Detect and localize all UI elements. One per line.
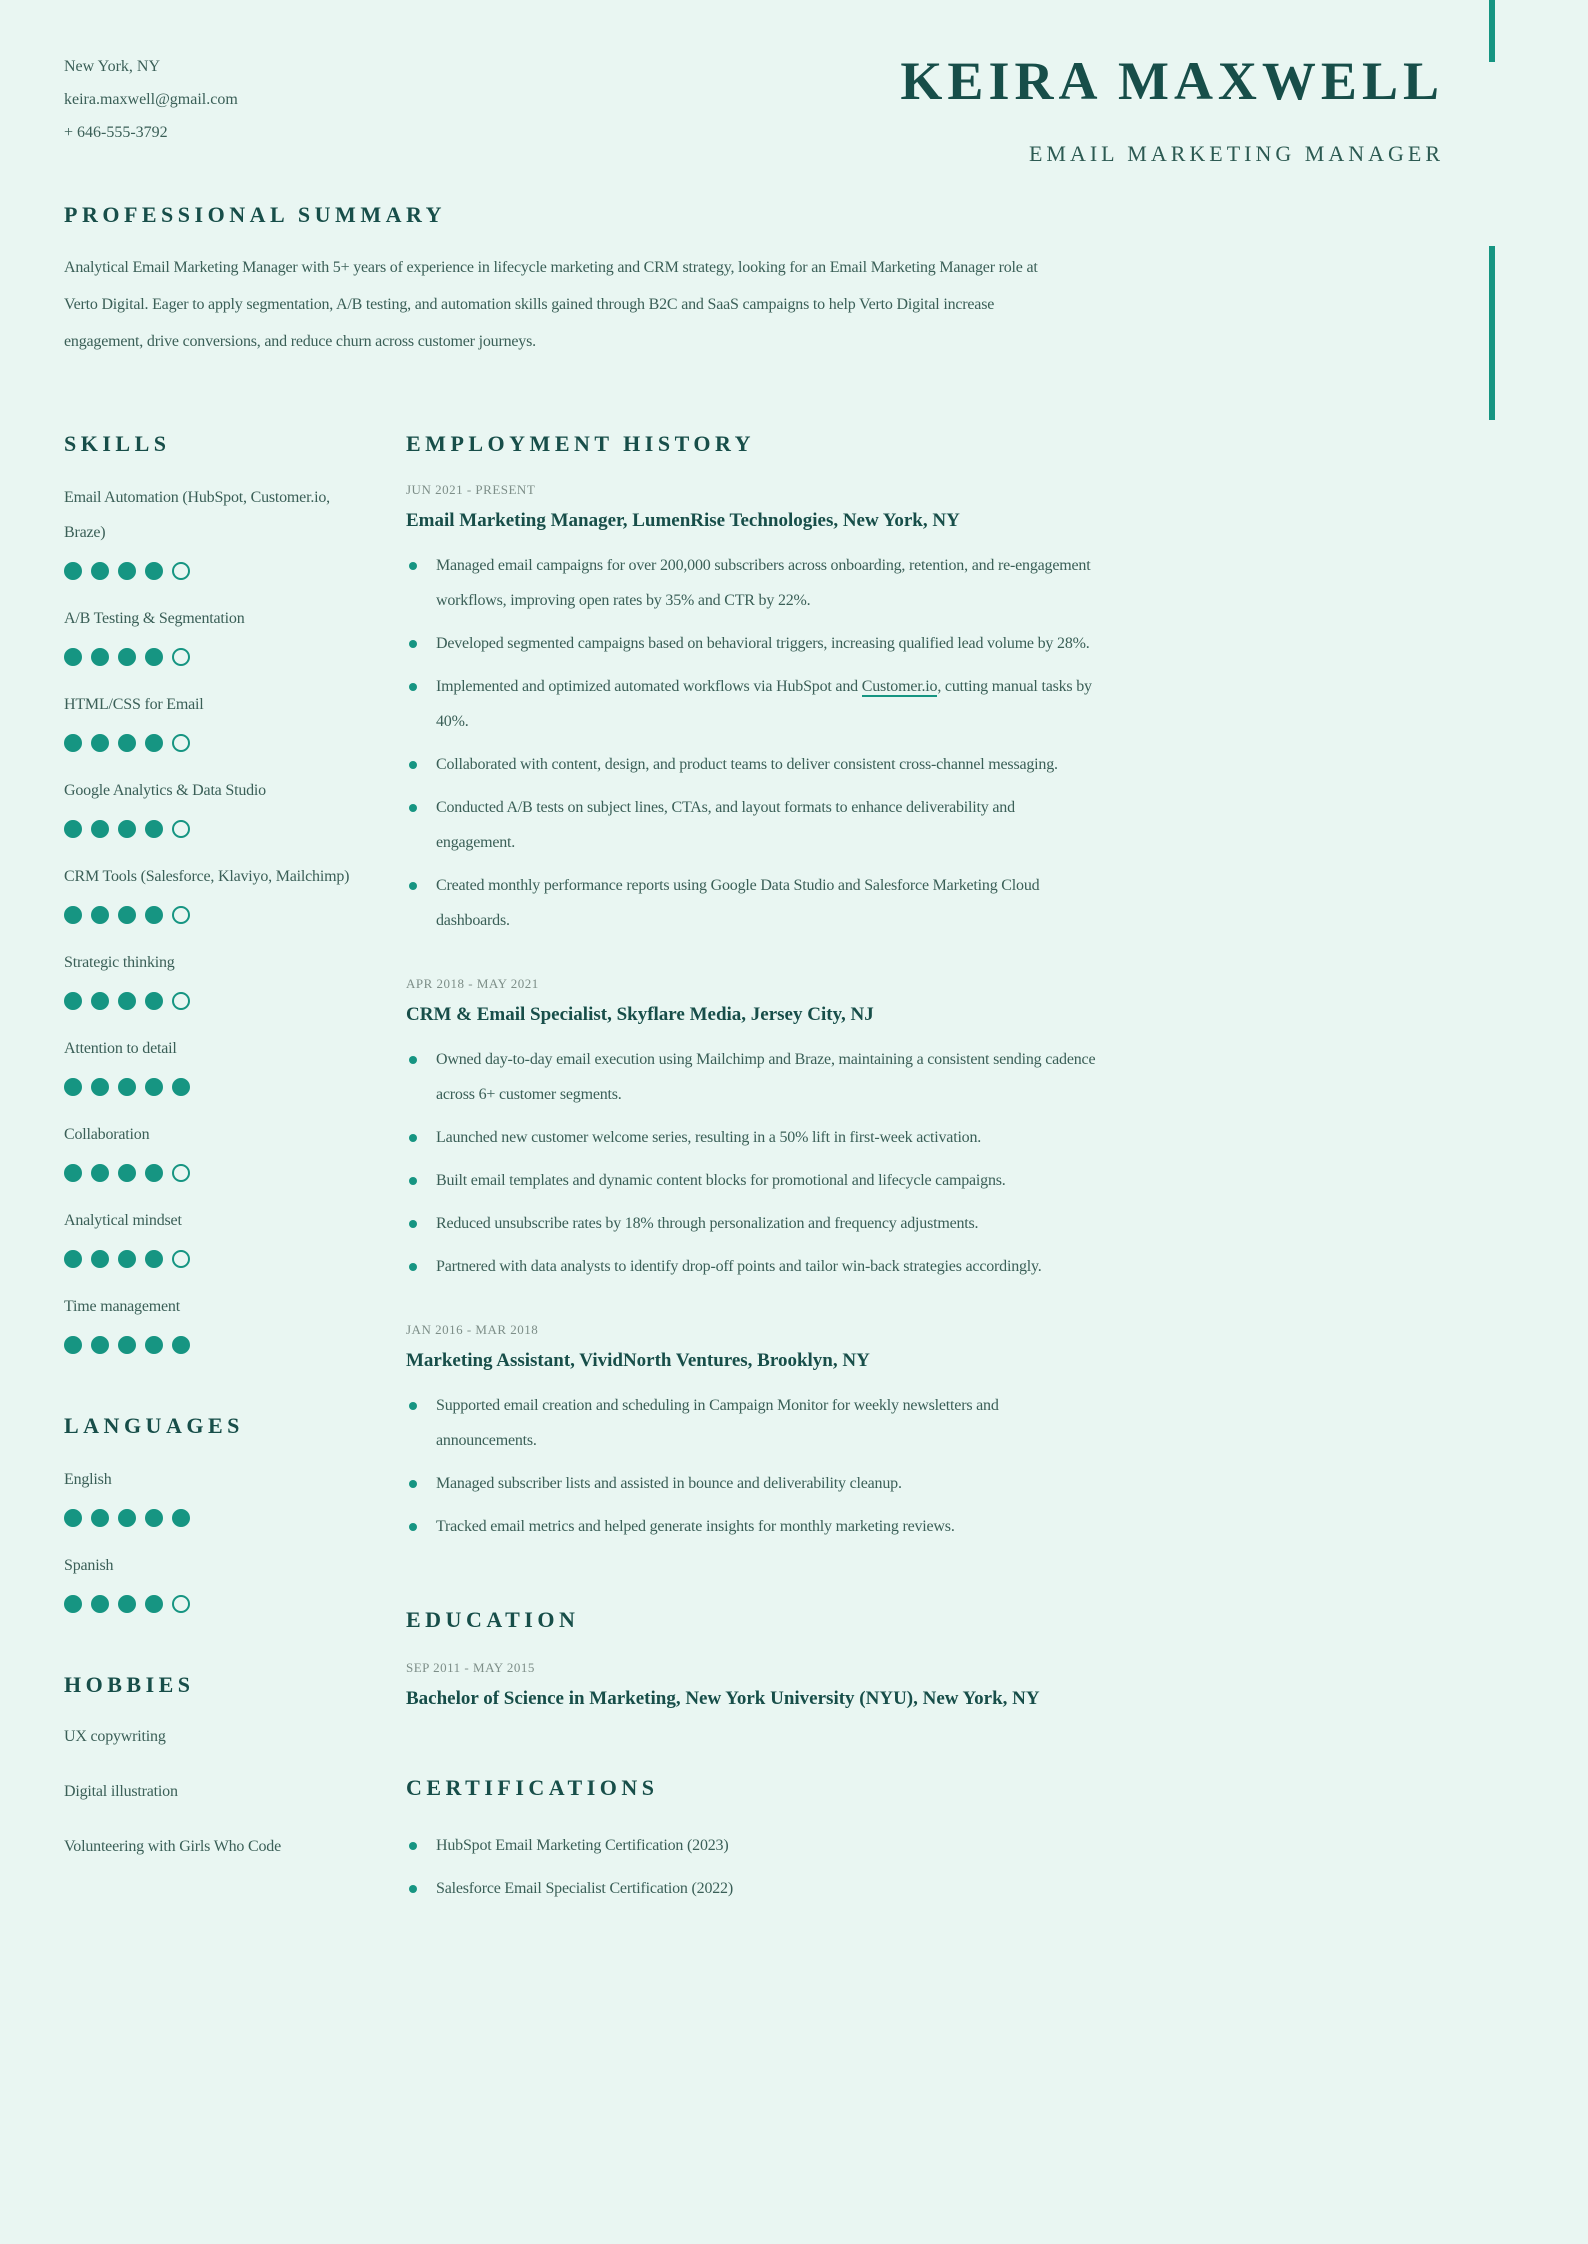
rated-item-label: HTML/CSS for Email [64,696,204,714]
rating-dot [145,1595,163,1613]
rated-item [64,1117,364,1182]
education-entry [406,1660,1126,1712]
rating-dot [172,906,190,924]
job-bullets [406,548,1126,938]
rating-dots [64,1509,364,1527]
rating-dot [91,1509,109,1527]
rating-dot [172,734,190,752]
rating-dot [118,648,136,666]
job-entry [406,1322,1126,1544]
rating-dot [64,734,82,752]
job-title: CRM & Email Specialist, Skyflare Media, Jersey City, NJ [406,1004,874,1026]
jobs-list [406,482,1126,1544]
education-heading: EDUCATION [406,1607,580,1633]
rating-dots [64,1250,364,1268]
rated-item-label: Analytical mindset [64,1212,182,1230]
certification-item: Salesforce Email Specialist Certification (2022) [406,1871,1096,1906]
rated-item [64,687,364,752]
rating-dot [145,1078,163,1096]
languages-list [64,1462,364,1613]
rating-dot [91,1250,109,1268]
accent-bar-top [1489,0,1495,62]
job-bullet: Owned day-to-day email execution using Mailchimp and Braze, maintaining a consistent sending cadence across 6+ customer segments. [406,1042,1096,1112]
rating-dot [145,1336,163,1354]
certifications-section [406,1774,1126,1906]
rating-dot [145,1164,163,1182]
rating-dot [91,648,109,666]
rated-item [64,945,364,1010]
rating-dot [118,1078,136,1096]
job-dates: JUN 2021 - PRESENT [406,482,536,498]
rated-item-label: Email Automation (HubSpot, Customer.io, Braze) [64,489,330,542]
hobbies-list [64,1719,364,1864]
rating-dot [91,1078,109,1096]
rating-dot [172,820,190,838]
rating-dot [64,1164,82,1182]
job-entry [406,482,1126,938]
rated-item-label: A/B Testing & Segmentation [64,610,245,628]
rating-dot [64,1595,82,1613]
job-entry [406,976,1126,1284]
rating-dot [172,1078,190,1096]
certifications-heading: CERTIFICATIONS [406,1775,659,1801]
contact-phone: + 646-555-3792 [64,124,168,141]
job-bullet: Supported email creation and scheduling in Campaign Monitor for weekly newsletters and announcements. [406,1388,1096,1458]
rating-dot [91,562,109,580]
job-title: Marketing Assistant, VividNorth Ventures, Brooklyn, NY [406,1350,870,1372]
rated-item-label: Strategic thinking [64,954,175,972]
education-dates: SEP 2011 - MAY 2015 [406,1660,535,1676]
rating-dots [64,1164,364,1182]
job-bullet: Created monthly performance reports using Google Data Studio and Salesforce Marketing Cloud dashboards. [406,868,1096,938]
rated-item-label: Attention to detail [64,1040,177,1058]
job-bullet: Managed email campaigns for over 200,000 subscribers across onboarding, retention, and re-engagement workflows, improving open rates by 35% and CTR by 22%. [406,548,1096,618]
hobbies-section [64,1671,364,1864]
rating-dots [64,1078,364,1096]
rating-dot [91,734,109,752]
rated-item-label: English [64,1471,112,1489]
employment-section [406,430,1126,1544]
person-name: KEIRA MAXWELL [900,51,1444,111]
rated-item [64,773,364,838]
job-bullet: Collaborated with content, design, and product teams to deliver consistent cross-channel messaging. [406,747,1096,782]
job-bullet: Built email templates and dynamic content blocks for promotional and lifecycle campaigns. [406,1163,1096,1198]
rating-dot [118,1595,136,1613]
rated-item [64,1548,364,1613]
rating-dot [118,906,136,924]
rating-dot [64,1250,82,1268]
hobby-item: UX copywriting [64,1728,166,1746]
rating-dot [172,1336,190,1354]
rated-item-label: CRM Tools (Salesforce, Klaviyo, Mailchimp) [64,868,350,886]
rating-dot [145,992,163,1010]
rating-dot [145,648,163,666]
rating-dot [145,906,163,924]
rating-dots [64,734,364,752]
rating-dot [118,734,136,752]
rating-dot [118,1164,136,1182]
skills-heading: SKILLS [64,431,171,457]
rating-dot [172,1509,190,1527]
job-title: Email Marketing Manager, LumenRise Technologies, New York, NY [406,510,960,532]
rating-dot [145,1250,163,1268]
hobby-item: Volunteering with Girls Who Code [64,1838,281,1856]
rating-dots [64,906,364,924]
job-bullet: Launched new customer welcome series, resulting in a 50% lift in first-week activation. [406,1120,1096,1155]
certification-item: HubSpot Email Marketing Certification (2023) [406,1828,1096,1863]
education-title: Bachelor of Science in Marketing, New York University (NYU), New York, NY [406,1688,1040,1710]
job-dates: APR 2018 - MAY 2021 [406,976,539,992]
rated-item [64,601,364,666]
contact-block [64,50,238,149]
contact-location: New York, NY [64,58,161,75]
summary-section [64,201,1524,360]
rating-dots [64,820,364,838]
rating-dot [118,1336,136,1354]
rating-dot [172,1250,190,1268]
rating-dot [91,820,109,838]
name-block [900,52,1444,167]
rating-dot [64,648,82,666]
job-bullet: Reduced unsubscribe rates by 18% through personalization and frequency adjustments. [406,1206,1096,1241]
rating-dot [118,562,136,580]
rating-dot [64,820,82,838]
rating-dot [64,992,82,1010]
job-bullet: Conducted A/B tests on subject lines, CTAs, and layout formats to enhance deliverability and engagement. [406,790,1096,860]
rated-item [64,1203,364,1268]
rating-dot [145,820,163,838]
rating-dot [172,562,190,580]
rating-dot [91,906,109,924]
rating-dot [172,1595,190,1613]
rating-dots [64,992,364,1010]
job-bullet: Implemented and optimized automated workflows via HubSpot and Customer.io, cutting manual tasks by 40%. [406,669,1096,739]
rated-item [64,480,364,580]
summary-text: Analytical Email Marketing Manager with 5+ years of experience in lifecycle marketing and CRM strategy, looking for an Email Marketing Manager role at Verto Digital. Eager to apply segmentation, A/B testing, and automation skills gained through B2C and SaaS campaigns to help Verto Digital increase engagement, drive conversions, and reduce churn across customer journeys. [64,259,1038,351]
rating-dot [64,1509,82,1527]
skills-section [64,430,364,1354]
summary-heading: PROFESSIONAL SUMMARY [64,202,446,228]
rated-item-label: Spanish [64,1557,114,1575]
rating-dot [172,992,190,1010]
hobby-item: Digital illustration [64,1783,178,1801]
job-bullet: Managed subscriber lists and assisted in bounce and deliverability cleanup. [406,1466,1096,1501]
rating-dot [118,820,136,838]
education-section [406,1606,1126,1712]
languages-heading: LANGUAGES [64,1413,244,1439]
rating-dot [91,992,109,1010]
job-bullets [406,1042,1126,1284]
rating-dot [118,1250,136,1268]
contact-email: keira.maxwell@gmail.com [64,91,238,108]
languages-section [64,1412,364,1613]
rating-dot [145,562,163,580]
person-job-title: EMAIL MARKETING MANAGER [1028,141,1444,167]
job-bullet: Partnered with data analysts to identify drop-off points and tailor win-back strategies accordingly. [406,1249,1096,1284]
rating-dot [64,906,82,924]
accent-bar-middle [1489,246,1495,420]
rated-item [64,1462,364,1527]
rated-item [64,859,364,924]
rating-dot [91,1164,109,1182]
rating-dot [118,992,136,1010]
rated-item-label: Collaboration [64,1126,150,1144]
rating-dots [64,1336,364,1354]
customer-io-link[interactable]: Customer.io [861,678,938,696]
hobbies-heading: HOBBIES [64,1672,195,1698]
rating-dot [172,1164,190,1182]
rating-dot [145,1509,163,1527]
rating-dots [64,1595,364,1613]
rated-item [64,1289,364,1354]
rating-dot [145,734,163,752]
rating-dot [91,1595,109,1613]
rating-dots [64,562,364,580]
header [64,50,1524,167]
certifications-list [406,1828,1126,1906]
skills-list [64,480,364,1354]
employment-heading: EMPLOYMENT HISTORY [406,431,755,457]
job-bullets [406,1388,1126,1544]
job-bullet: Developed segmented campaigns based on behavioral triggers, increasing qualified lead volume by 28%. [406,626,1096,661]
rating-dot [172,648,190,666]
rated-item-label: Time management [64,1298,180,1316]
rating-dot [91,1336,109,1354]
left-column [64,430,364,1914]
rated-item-label: Google Analytics & Data Studio [64,782,266,800]
job-dates: JAN 2016 - MAR 2018 [406,1322,539,1338]
rating-dot [64,1078,82,1096]
right-column [406,430,1126,1914]
rating-dots [64,648,364,666]
job-bullet: Tracked email metrics and helped generate insights for monthly marketing reviews. [406,1509,1096,1544]
rating-dot [118,1509,136,1527]
rated-item [64,1031,364,1096]
rating-dot [64,1336,82,1354]
rating-dot [64,562,82,580]
